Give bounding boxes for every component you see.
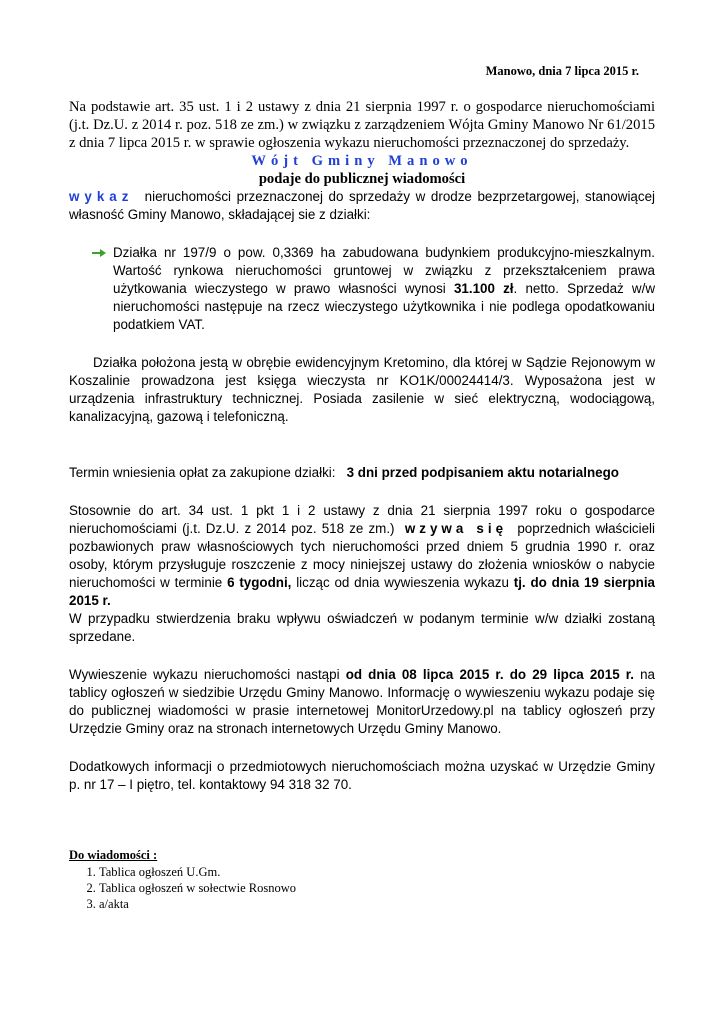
arrow-right-icon xyxy=(91,244,113,334)
parcel-bullet xyxy=(91,244,655,334)
document-page xyxy=(69,62,655,912)
payment-label: Termin wniesienia opłat za zakupione działki: xyxy=(69,465,336,480)
parcel-description xyxy=(113,244,655,334)
parcel-text-rest: . netto. Sprzedaż w/w nieruchomości następuje na rzecz wieczystego użytkownika i nie podlega opodatkowaniu podatkiem VAT. xyxy=(113,281,655,332)
notice-list xyxy=(69,864,655,912)
contact-paragraph: Dodatkowych informacji o przedmiotowych nieruchomościach można uzyskać w Urzędzie Gminy p. nr 17 – I piętro, tel. kontaktowy 94 318 32 70. xyxy=(69,759,655,792)
wykaz-word: wykaz xyxy=(69,189,134,204)
wykaz-text: nieruchomości przeznaczonej do sprzedaży w drodze bezprzetargowej, stanowiącej własność Gminy Manowo, składającej sie z działki: xyxy=(69,189,655,222)
list-item: 1. Tablica ogłoszeń U.Gm. xyxy=(99,864,655,880)
posting-paragraph xyxy=(69,666,655,738)
authority-title: Wójt Gminy Manowo xyxy=(251,153,473,169)
claims-text: Stosownie do art. 34 ust. 1 pkt 1 i 2 ustawy z dnia 21 sierpnia 1997 roku o gospodarce nieruchomościami (j.t. Dz.U. z 2014 poz. 518 ze zm.) xyxy=(69,503,655,536)
list-item: 2. Tablica ogłoszeń w sołectwie Rosnowo xyxy=(99,880,655,896)
claims-paragraph xyxy=(69,502,655,610)
payment-value: 3 dni przed podpisaniem aktu notarialnego xyxy=(346,465,619,480)
location-paragraph: Działka położona jestą w obrębie ewidencyjnym Kretomino, dla której w Sądzie Rejonowym w Koszalinie prowadzona jest księga wieczysta nr KO1K/00024414/3. Wyposażona jest w urządzenia infrastruktury technicznej. Posiada zasilenie w sieć elektryczną, wodociągową, kanalizacyjną, gazową i telefoniczną. xyxy=(69,355,655,424)
claims-weeks: 6 tygodni, xyxy=(227,575,292,590)
claims-deadline: tj. do dnia 19 sierpnia 2015 r. xyxy=(69,575,656,608)
parcel-text: Działka nr 197/9 o pow. 0,3369 ha zabudowana budynkiem produkcyjno-mieszkalnym. Wartość rynkowa nieruchomości gruntowej w związku z przekształceniem prawa użytkowania wieczystego w prawo własności wynosi xyxy=(113,245,655,296)
posting-text-b: na tablicy ogłoszeń w siedzibie Urzędu Gminy Manowo. Informację o wywieszeniu wykazu podaje się do publicznej wiadomości w prasie internetowej MonitorUrzedowy.pl na tablicy ogłoszeń przy Urzędzie Gminy oraz na stronach internetowych Urzędu Gminy Manowo. xyxy=(69,667,655,736)
authority-subtitle: podaje do publicznej wiadomości xyxy=(258,171,466,187)
wykaz-paragraph xyxy=(69,188,655,224)
document-date: Manowo, dnia 7 lipca 2015 r. xyxy=(485,64,639,78)
intro-paragraph: Na podstawie art. 35 ust. 1 i 2 ustawy z dnia 21 sierpnia 1997 r. o gospodarce nieruchomościami (j.t. Dz.U. z 2014 r. poz. 518 ze zm.) w związku z zarządzeniem Wójta Gminy Manowo Nr 61/2015 z dnia 7 lipca 2015 r. w sprawie ogłoszenia wykazu nieruchomości przeznaczonej do sprzedaży. xyxy=(69,99,655,151)
parcel-value: 31.100 zł xyxy=(453,281,514,296)
posting-text: Wywieszenie wykazu nieruchomości nastąpi xyxy=(69,667,346,682)
claims-text-b: poprzednich właścicieli pozbawionych praw własnościowych tych nieruchomości przed dniem 5 grudnia 1990 r. oraz osoby, którym przysługuje roszczenie z mocy niniejszej ustawy do złożenia wniosków o nabycie nieruchomości w terminie xyxy=(69,521,655,590)
claims-wzywa: wzywa się xyxy=(404,521,508,536)
list-item: 3. a/akta xyxy=(99,896,655,912)
notice-heading: Do wiadomości : xyxy=(69,848,158,862)
payment-term xyxy=(69,464,655,482)
claims-text-c: licząc od dnia wywieszenia wykazu xyxy=(291,575,514,590)
claims-note: W przypadku stwierdzenia braku wpływu oświadczeń w podanym terminie w/w działki zostaną sprzedane. xyxy=(69,611,655,644)
posting-dates: od dnia 08 lipca 2015 r. do 29 lipca 2015 r. xyxy=(345,667,634,682)
